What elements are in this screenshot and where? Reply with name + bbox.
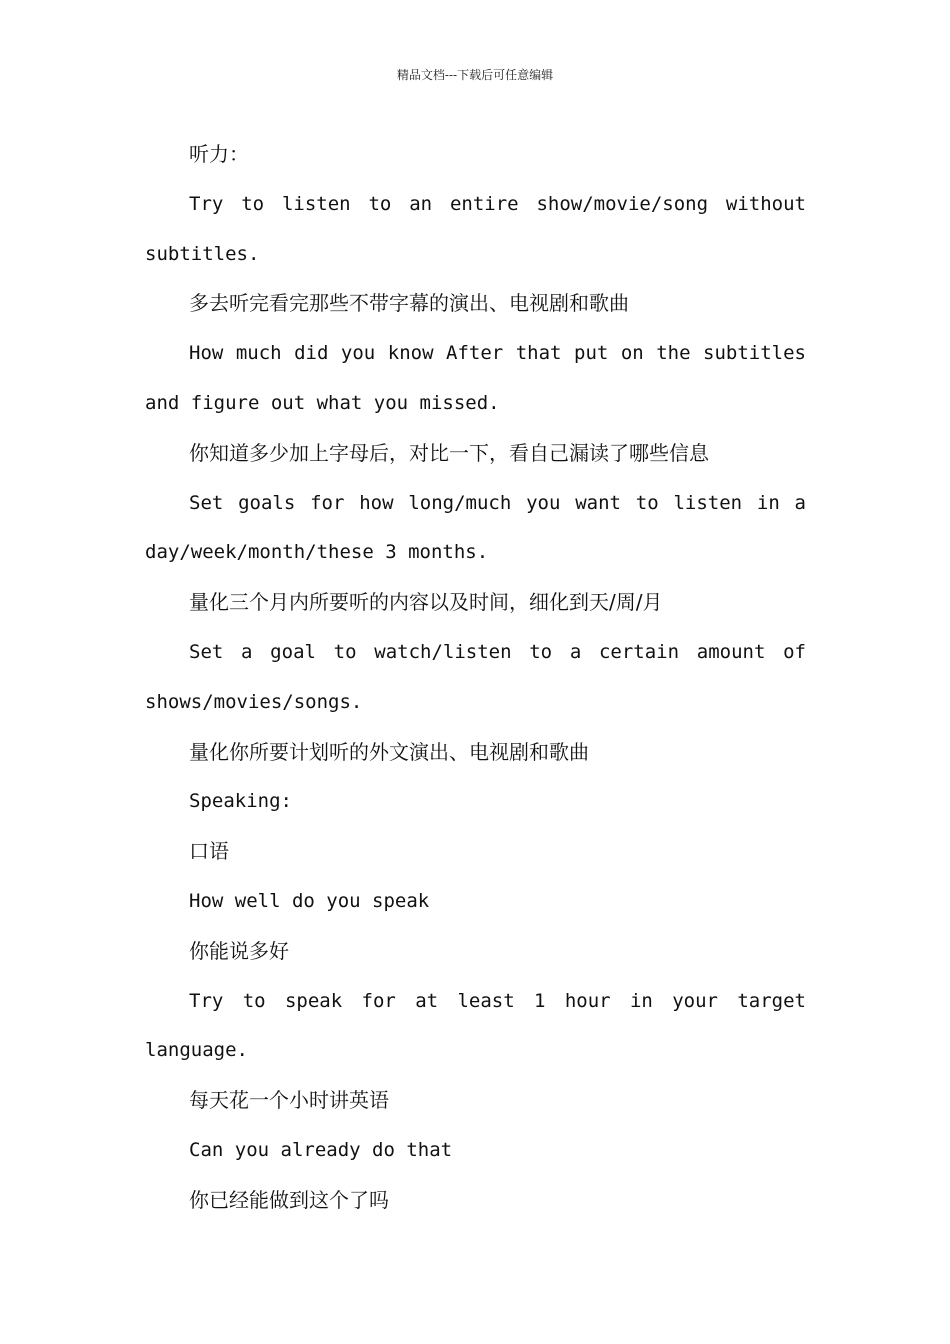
paragraph-zh-5: 口语	[189, 839, 229, 864]
paragraph-en-1: Try to listen to an entire show/movie/song without subtitles.	[145, 192, 806, 265]
paragraph-en-3: Set goals for how long/much you want to listen in a day/week/month/these 3 months.	[145, 491, 806, 564]
paragraph-en-6: Try to speak for at least 1 hour in your target language.	[145, 989, 806, 1062]
paragraph-listening-heading: 听力：	[189, 142, 249, 166]
paragraph-en-5: How well do you speak	[189, 889, 430, 912]
page-header: 精品文档---下载后可任意编辑	[396, 68, 554, 82]
paragraph-zh-6: 你能说多好	[189, 938, 289, 963]
paragraph-zh-8: 你已经能做到这个了吗	[189, 1187, 389, 1212]
paragraph-en-7: Can you already do that	[189, 1138, 453, 1161]
document-body	[145, 130, 806, 1226]
paragraph-zh-2: 你知道多少加上字母后，对比一下，看自己漏读了哪些信息	[189, 440, 709, 465]
paragraph-speaking-heading: Speaking:	[189, 790, 292, 813]
paragraph-zh-4: 量化你所要计划听的外文演出、电视剧和歌曲	[189, 739, 589, 764]
paragraph-zh-3: 量化三个月内所要听的内容以及时间，细化到天/周/月	[189, 590, 663, 615]
paragraph-zh-1: 多去听完看完那些不带字幕的演出、电视剧和歌曲	[189, 291, 629, 316]
paragraph-zh-7: 每天花一个小时讲英语	[189, 1088, 389, 1113]
paragraph-en-2: How much did you know After that put on the subtitles and figure out what you missed.	[145, 342, 806, 414]
paragraph-en-4: Set a goal to watch/listen to a certain amount of shows/movies/songs.	[145, 640, 806, 713]
